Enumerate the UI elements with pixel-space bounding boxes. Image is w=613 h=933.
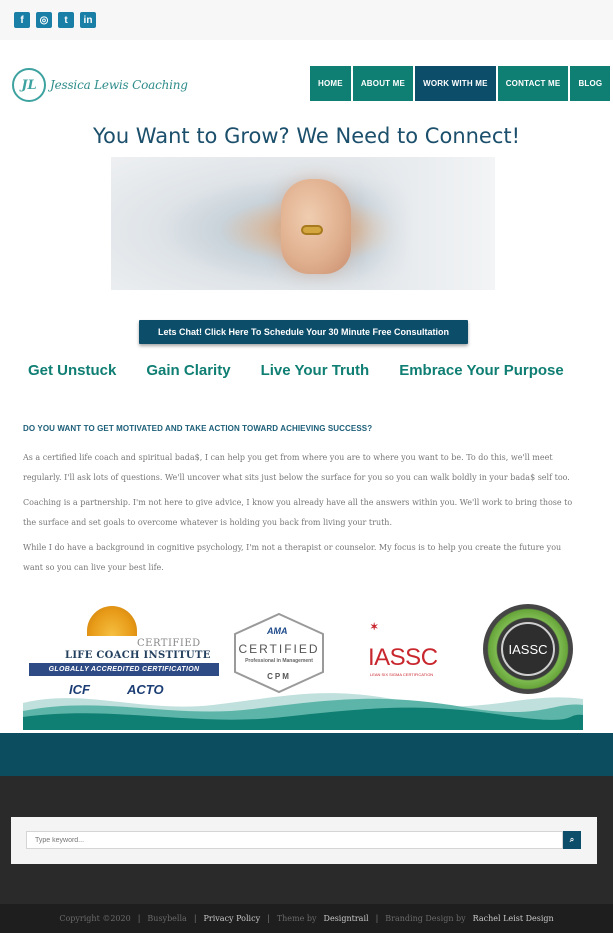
acto-logo: ACTO	[127, 682, 164, 697]
nav-work-with-me[interactable]: WORK WITH ME	[415, 66, 496, 101]
icf-logo: ICF	[69, 682, 90, 697]
pillars	[28, 362, 588, 379]
site-logo[interactable]	[12, 68, 188, 102]
iassc-seal-badge	[483, 604, 573, 694]
social-bar	[0, 0, 613, 40]
theme-prefix: Theme by	[276, 914, 317, 923]
hero-title: You Want to Grow? We Need to Connect!	[92, 124, 521, 148]
pillar-gain-clarity: Gain Clarity	[146, 362, 231, 379]
instagram-icon[interactable]: ◎	[36, 12, 52, 28]
intro-paragraph: While I do have a background in cognitive psychology, I'm not a therapist or counselor. My focus is to help you create the future you want so you can live your best life.	[23, 543, 562, 572]
linkedin-icon[interactable]: in	[80, 12, 96, 28]
designtrail-link[interactable]: Designtrail	[323, 914, 369, 923]
nav-home[interactable]: HOME	[310, 66, 351, 101]
privacy-policy-link[interactable]: Privacy Policy	[203, 914, 261, 923]
social-icons	[14, 12, 96, 28]
facebook-icon[interactable]: f	[14, 12, 30, 28]
search-widget	[11, 817, 597, 864]
pillar-get-unstuck: Get Unstuck	[28, 362, 117, 379]
intro-paragraph: Coaching is a partnership. I'm not here to give advice, I know you already have all the answers within you. We'll work to bring those to the surface and set goals to overcome whatever is holding you back from living your truth.	[23, 498, 573, 527]
hero-image	[111, 157, 495, 290]
main-nav	[310, 66, 610, 101]
ama-subtitle: Professional in Management	[245, 658, 313, 664]
company-name: Busybella	[147, 914, 187, 923]
branding-prefix: Branding Design by	[385, 914, 466, 923]
lci-certified-label: CERTIFIED	[137, 638, 201, 649]
separator: |	[375, 914, 379, 923]
copyright-bar	[0, 904, 613, 933]
ama-certified-label: CERTIFIED	[238, 642, 320, 656]
ama-cpm-label: CPM	[267, 672, 291, 681]
seal-text: IASSC	[501, 622, 555, 676]
pillar-live-your-truth: Live Your Truth	[260, 362, 370, 379]
nav-about-me[interactable]: ABOUT ME	[353, 66, 413, 101]
ama-cpm-badge	[231, 612, 327, 694]
search-icon[interactable]: ⌕	[563, 831, 581, 849]
pillar-embrace-your-purpose: Embrace Your Purpose	[399, 362, 564, 379]
nav-blog[interactable]: BLOG	[570, 66, 610, 101]
separator: |	[193, 914, 197, 923]
lci-banner: GLOBALLY ACCREDITED CERTIFICATION	[29, 663, 219, 676]
footer-band	[0, 733, 613, 776]
certifications	[23, 598, 583, 730]
copyright-text: Copyright ©2020	[59, 914, 131, 923]
ring-shape	[301, 225, 323, 235]
iassc-subtitle: LEAN SIX SIGMA CERTIFICATION	[370, 672, 434, 677]
logo-mark: JL	[12, 68, 46, 102]
search-input[interactable]	[26, 831, 563, 849]
intro-paragraph: As a certified life coach and spiritual bada$, I can help you get from where you are to where you want to be. To do this, we'll meet regularly. I'll ask lots of questions. We'll uncover what sits just below the surface for you so you can walk boldly in your bada$ self too.	[23, 453, 570, 482]
iassc-logo: IASSC	[368, 644, 438, 671]
nav-contact-me[interactable]: CONTACT ME	[498, 66, 569, 101]
intro-heading: DO YOU WANT TO GET MOTIVATED AND TAKE ACTION TOWARD ACHIEVING SUCCESS?	[23, 424, 373, 433]
separator: |	[267, 914, 270, 923]
twitter-icon[interactable]: t	[58, 12, 74, 28]
intro-copy	[23, 424, 578, 583]
life-coach-institute-badge	[29, 606, 219, 696]
rachel-leist-design-link[interactable]: Rachel Leist Design	[472, 914, 554, 923]
background-fade	[361, 157, 495, 290]
wings-logo-icon	[87, 606, 137, 636]
logo-text: Jessica Lewis Coaching	[50, 78, 188, 92]
separator: |	[137, 914, 141, 923]
ama-logo: AMA	[267, 626, 288, 636]
schedule-consultation-button[interactable]: Lets Chat! Click Here To Schedule Your 30 Minute Free Consultation	[139, 320, 468, 344]
iassc-badge	[368, 622, 448, 682]
lci-name: LIFE COACH INSTITUTE	[65, 650, 211, 661]
iassc-star-icon: ✶	[370, 622, 379, 633]
